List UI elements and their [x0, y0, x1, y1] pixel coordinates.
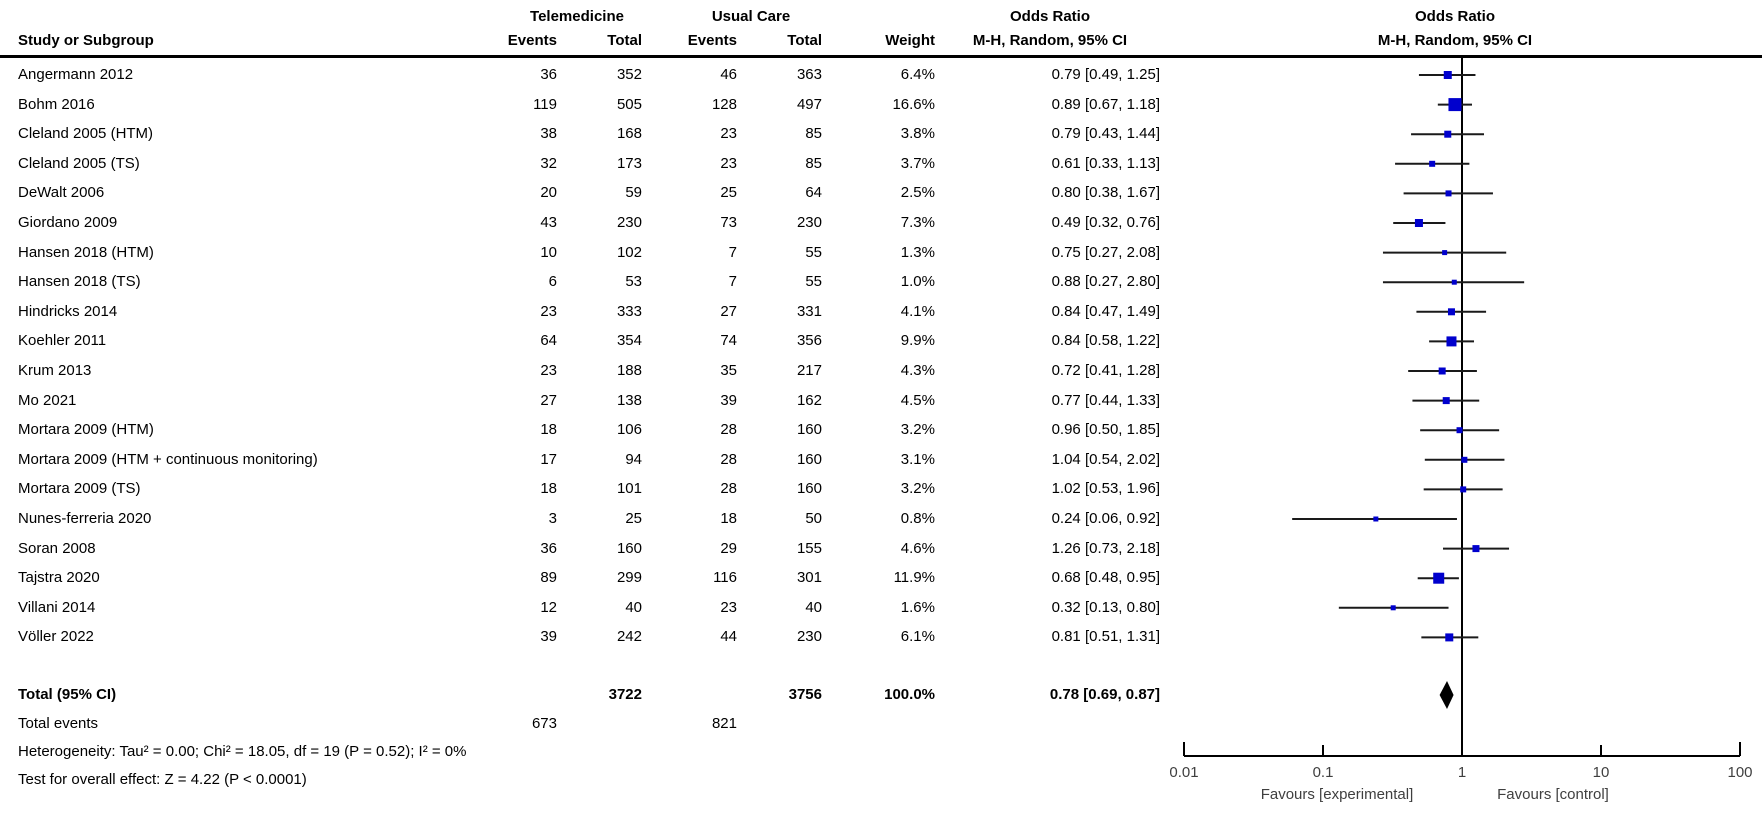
telemedicine-events: 10: [540, 244, 557, 261]
usualcare-events: 116: [713, 569, 737, 586]
or-marker: [1446, 190, 1452, 196]
study-name: Cleland 2005 (HTM): [18, 125, 154, 142]
telemedicine-events: 43: [540, 214, 557, 231]
usualcare-events: 39: [720, 392, 737, 409]
telemedicine-events: 36: [540, 66, 557, 83]
axis-tick-label: 1: [1457, 764, 1467, 781]
usualcare-events: 44: [720, 628, 737, 645]
total-events-usualcare: 821: [711, 715, 737, 732]
weight-value: 3.2%: [900, 480, 935, 497]
weight-value: 1.0%: [900, 273, 935, 290]
telemedicine-total: 333: [616, 303, 642, 320]
study-name: Mortara 2009 (HTM): [18, 421, 154, 438]
study-name: Hansen 2018 (HTM): [18, 244, 154, 261]
odds-ratio-column-subtitle: M-H, Random, 95% CI: [972, 32, 1128, 49]
telemedicine-total: 138: [616, 392, 642, 409]
usualcare-events: 35: [720, 362, 737, 379]
column-group-usual-care: Usual Care: [711, 8, 791, 25]
weight-value: 3.8%: [900, 125, 935, 142]
total-odds-ratio: 0.78 [0.69, 0.87]: [1049, 686, 1160, 703]
study-name: Angermann 2012: [18, 66, 134, 83]
telemedicine-events: 18: [540, 421, 557, 438]
weight-value: 11.9%: [893, 569, 935, 586]
odds-ratio-ci-text: 0.80 [0.38, 1.67]: [1051, 184, 1160, 201]
weight-value: 3.2%: [900, 421, 935, 438]
study-name: DeWalt 2006: [18, 184, 105, 201]
weight-value: 7.3%: [900, 214, 935, 231]
telemedicine-total: 40: [625, 599, 642, 616]
odds-ratio-ci-text: 1.04 [0.54, 2.02]: [1051, 451, 1160, 468]
study-name: Cleland 2005 (TS): [18, 155, 140, 172]
usualcare-events: 23: [720, 155, 737, 172]
odds-ratio-plot-title: Odds Ratio: [1414, 8, 1495, 25]
telemedicine-events: 89: [540, 569, 557, 586]
axis-tick-label: 10: [1592, 764, 1610, 781]
telemedicine-events: 6: [548, 273, 557, 290]
telemedicine-total: 25: [625, 510, 642, 527]
total-row-label: Total (95% CI): [18, 686, 117, 703]
usualcare-total: 50: [805, 510, 822, 527]
study-name: Tajstra 2020: [18, 569, 100, 586]
odds-ratio-ci-text: 0.72 [0.41, 1.28]: [1051, 362, 1160, 379]
odds-ratio-ci-text: 0.88 [0.27, 2.80]: [1051, 273, 1160, 290]
odds-ratio-ci-text: 0.75 [0.27, 2.08]: [1051, 244, 1160, 261]
usualcare-total: 85: [805, 155, 822, 172]
telemedicine-total: 188: [616, 362, 642, 379]
or-marker: [1439, 368, 1446, 375]
usualcare-total: 363: [796, 66, 822, 83]
weight-value: 6.4%: [900, 66, 935, 83]
usualcare-events: 7: [728, 244, 737, 261]
usualcare-total: 55: [805, 273, 822, 290]
telemedicine-total: 173: [616, 155, 642, 172]
study-name: Nunes-ferreria 2020: [18, 510, 152, 527]
usualcare-events: 27: [720, 303, 737, 320]
favours-right-label: Favours [control]: [1497, 786, 1609, 803]
weight-value: 4.5%: [900, 392, 935, 409]
axis-tick-label: 100: [1727, 764, 1753, 781]
odds-ratio-ci-text: 0.79 [0.43, 1.44]: [1051, 125, 1160, 142]
odds-ratio-ci-text: 0.79 [0.49, 1.25]: [1051, 66, 1160, 83]
axis-tick-label: 0.1: [1312, 764, 1334, 781]
odds-ratio-ci-text: 0.84 [0.58, 1.22]: [1051, 332, 1160, 349]
weight-value: 1.6%: [900, 599, 935, 616]
usualcare-events: 7: [728, 273, 737, 290]
telemedicine-total: 102: [616, 244, 642, 261]
study-name: Koehler 2011: [18, 332, 107, 349]
weight-value: 9.9%: [900, 332, 935, 349]
odds-ratio-ci-text: 1.02 [0.53, 1.96]: [1051, 480, 1160, 497]
telemedicine-events: 36: [540, 540, 557, 557]
telemedicine-total: 106: [616, 421, 642, 438]
usualcare-total-header: Total: [787, 32, 822, 49]
weight-value: 16.6%: [892, 96, 935, 113]
usualcare-total: 160: [796, 421, 822, 438]
or-marker: [1391, 605, 1396, 610]
study-name: Villani 2014: [18, 599, 96, 616]
odds-ratio-ci-text: 0.68 [0.48, 0.95]: [1051, 569, 1160, 586]
odds-ratio-ci-text: 0.89 [0.67, 1.18]: [1051, 96, 1160, 113]
or-marker: [1457, 427, 1463, 433]
odds-ratio-ci-text: 0.77 [0.44, 1.33]: [1051, 392, 1160, 409]
or-marker: [1460, 486, 1466, 492]
or-marker: [1472, 545, 1479, 552]
total-telemedicine-n: 3722: [608, 686, 642, 703]
or-marker: [1444, 131, 1451, 138]
study-name: Bohm 2016: [18, 96, 95, 113]
telemedicine-events: 23: [540, 362, 557, 379]
usualcare-events: 74: [720, 332, 737, 349]
total-usualcare-n: 3756: [788, 686, 822, 703]
column-group-telemedicine: Telemedicine: [530, 8, 624, 25]
weight-value: 4.1%: [900, 303, 935, 320]
telemedicine-events: 38: [540, 125, 557, 142]
study-name: Mortara 2009 (HTM + continuous monitoring): [18, 451, 318, 468]
usualcare-total: 160: [796, 480, 822, 497]
or-marker: [1429, 161, 1435, 167]
telemedicine-events: 39: [540, 628, 557, 645]
telemedicine-events: 18: [540, 480, 557, 497]
axis-tick-label: 0.01: [1169, 764, 1199, 781]
usualcare-total: 497: [796, 96, 822, 113]
usualcare-events: 29: [720, 540, 737, 557]
odds-ratio-column-title: Odds Ratio: [1009, 8, 1090, 25]
or-marker: [1444, 71, 1452, 79]
odds-ratio-plot-subtitle: M-H, Random, 95% CI: [1377, 32, 1533, 49]
usualcare-total: 301: [796, 569, 822, 586]
usualcare-total: 331: [796, 303, 822, 320]
usualcare-total: 155: [796, 540, 822, 557]
study-name: Völler 2022: [18, 628, 94, 645]
telemedicine-total: 505: [616, 96, 642, 113]
weight-value: 3.1%: [900, 451, 935, 468]
study-name: Hindricks 2014: [18, 303, 118, 320]
heterogeneity-stats: Heterogeneity: Tau² = 0.00; Chi² = 18.05, df = 19 (P = 0.52); I² = 0%: [18, 743, 467, 760]
weight-value: 3.7%: [900, 155, 935, 172]
telemedicine-total: 53: [625, 273, 642, 290]
favours-left-label: Favours [experimental]: [1260, 786, 1414, 803]
header-separator-line: [0, 55, 1762, 58]
or-marker: [1446, 336, 1456, 346]
telemedicine-events-header: Events: [507, 32, 557, 49]
odds-ratio-ci-text: 0.24 [0.06, 0.92]: [1051, 510, 1160, 527]
odds-ratio-ci-text: 1.26 [0.73, 2.18]: [1051, 540, 1160, 557]
or-marker: [1448, 98, 1461, 111]
study-name: Hansen 2018 (TS): [18, 273, 141, 290]
telemedicine-events: 17: [540, 451, 557, 468]
usualcare-total: 230: [796, 628, 822, 645]
usualcare-events: 73: [720, 214, 737, 231]
telemedicine-total: 160: [616, 540, 642, 557]
telemedicine-total: 168: [616, 125, 642, 142]
total-events-telemedicine: 673: [531, 715, 557, 732]
or-marker: [1443, 397, 1450, 404]
weight-value: 4.3%: [900, 362, 935, 379]
usualcare-events-header: Events: [687, 32, 737, 49]
telemedicine-events: 20: [540, 184, 557, 201]
odds-ratio-ci-text: 0.84 [0.47, 1.49]: [1051, 303, 1160, 320]
telemedicine-events: 12: [540, 599, 557, 616]
or-marker: [1373, 517, 1378, 522]
weight-value: 1.3%: [900, 244, 935, 261]
study-name: Mortara 2009 (TS): [18, 480, 141, 497]
weight-value: 0.8%: [900, 510, 935, 527]
telemedicine-total-header: Total: [607, 32, 642, 49]
study-name: Giordano 2009: [18, 214, 118, 231]
usualcare-events: 23: [720, 599, 737, 616]
usualcare-total: 160: [796, 451, 822, 468]
usualcare-total: 217: [796, 362, 822, 379]
weight-value: 4.6%: [900, 540, 935, 557]
odds-ratio-ci-text: 0.32 [0.13, 0.80]: [1051, 599, 1160, 616]
usualcare-events: 28: [720, 421, 737, 438]
study-column-header: Study or Subgroup: [18, 32, 154, 49]
usualcare-events: 18: [720, 510, 737, 527]
weight-value: 2.5%: [900, 184, 935, 201]
telemedicine-total: 230: [616, 214, 642, 231]
usualcare-events: 25: [720, 184, 737, 201]
study-name: Soran 2008: [18, 540, 96, 557]
usualcare-events: 128: [711, 96, 737, 113]
usualcare-total: 230: [796, 214, 822, 231]
overall-effect-test: Test for overall effect: Z = 4.22 (P < 0.0001): [18, 771, 307, 788]
weight-column-header: Weight: [885, 32, 935, 49]
telemedicine-events: 27: [540, 392, 557, 409]
odds-ratio-ci-text: 0.81 [0.51, 1.31]: [1051, 628, 1160, 645]
study-name: Mo 2021: [18, 392, 77, 409]
usualcare-total: 162: [796, 392, 822, 409]
or-marker: [1433, 573, 1444, 584]
usualcare-total: 64: [805, 184, 822, 201]
odds-ratio-ci-text: 0.96 [0.50, 1.85]: [1051, 421, 1160, 438]
or-marker: [1448, 308, 1455, 315]
usualcare-total: 85: [805, 125, 822, 142]
telemedicine-total: 59: [625, 184, 642, 201]
usualcare-events: 28: [720, 451, 737, 468]
telemedicine-events: 23: [540, 303, 557, 320]
summary-diamond: [1440, 681, 1454, 709]
total-weight: 100.0%: [884, 686, 935, 703]
usualcare-total: 40: [805, 599, 822, 616]
usualcare-total: 356: [796, 332, 822, 349]
weight-value: 6.1%: [900, 628, 935, 645]
or-marker: [1415, 219, 1423, 227]
telemedicine-events: 119: [533, 96, 557, 113]
or-marker: [1461, 457, 1467, 463]
total-events-label: Total events: [18, 715, 99, 732]
telemedicine-events: 32: [540, 155, 557, 172]
odds-ratio-ci-text: 0.49 [0.32, 0.76]: [1051, 214, 1160, 231]
telemedicine-total: 242: [616, 628, 642, 645]
telemedicine-total: 352: [616, 66, 642, 83]
telemedicine-total: 94: [625, 451, 642, 468]
usualcare-total: 55: [805, 244, 822, 261]
telemedicine-events: 3: [548, 510, 557, 527]
or-marker: [1452, 280, 1457, 285]
usualcare-events: 46: [720, 66, 737, 83]
study-name: Krum 2013: [18, 362, 92, 379]
or-marker: [1442, 250, 1447, 255]
usualcare-events: 23: [720, 125, 737, 142]
telemedicine-total: 101: [616, 480, 642, 497]
telemedicine-total: 299: [616, 569, 642, 586]
telemedicine-events: 64: [540, 332, 557, 349]
usualcare-events: 28: [720, 480, 737, 497]
or-marker: [1445, 633, 1453, 641]
odds-ratio-ci-text: 0.61 [0.33, 1.13]: [1051, 155, 1160, 172]
telemedicine-total: 354: [616, 332, 642, 349]
